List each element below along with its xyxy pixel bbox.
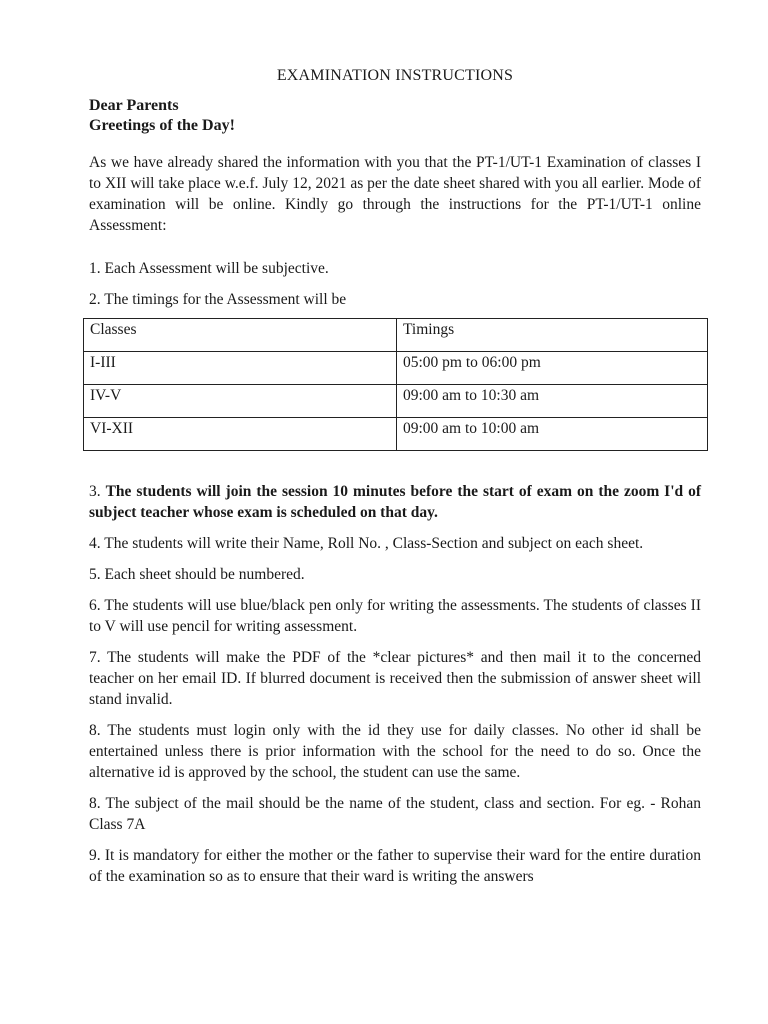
instruction-3 bbox=[89, 481, 701, 523]
table-cell-class: IV-V bbox=[84, 385, 397, 418]
salutation: Dear Parents bbox=[89, 97, 179, 114]
table-row bbox=[84, 418, 708, 451]
instruction-3-text: The students will join the session 10 minutes before the start of exam on the zoom I'd of subject teacher whose exam is scheduled on that day. bbox=[89, 483, 702, 521]
instruction-5: 5. Each sheet should be numbered. bbox=[89, 566, 305, 583]
instruction-7: 7. The students will make the PDF of the *clear pictures* and then mail it to the concerned teacher on her email ID. If blurred document is received then the submission of answer sheet will stand invalid. bbox=[89, 649, 701, 708]
intro-paragraph: As we have already shared the information with you that the PT-1/UT-1 Examination of classes I to XII will take place w.e.f. July 12, 2021 as per the date sheet shared with you all earlier. Mode of examination will be online. Kindly go through the instructions for the PT-1/UT-1 online Assessment: bbox=[89, 154, 701, 234]
instruction-3-number: 3. bbox=[89, 483, 101, 500]
table-cell-timing: 05:00 pm to 06:00 pm bbox=[397, 352, 708, 385]
instruction-4: 4. The students will write their Name, Roll No. , Class-Section and subject on each sheet. bbox=[89, 535, 644, 552]
instruction-1: 1. Each Assessment will be subjective. bbox=[89, 260, 329, 277]
table-header-row bbox=[84, 319, 708, 352]
instruction-2: 2. The timings for the Assessment will be bbox=[89, 291, 347, 308]
header-classes: Classes bbox=[84, 319, 397, 352]
document-title: EXAMINATION INSTRUCTIONS bbox=[276, 67, 514, 84]
instruction-8b: 8. The subject of the mail should be the name of the student, class and section. For eg. - Rohan Class 7A bbox=[89, 795, 701, 833]
table-row bbox=[84, 352, 708, 385]
document-page bbox=[89, 66, 701, 887]
header-timings: Timings bbox=[397, 319, 708, 352]
timings-table bbox=[83, 318, 708, 451]
table-cell-timing: 09:00 am to 10:30 am bbox=[397, 385, 708, 418]
table-cell-class: VI-XII bbox=[84, 418, 397, 451]
instruction-9: 9. It is mandatory for either the mother or the father to supervise their ward for the entire duration of the examination so as to ensure that their ward is writing the answers bbox=[89, 847, 701, 885]
greeting: Greetings of the Day! bbox=[89, 117, 235, 134]
instruction-8: 8. The students must login only with the id they use for daily classes. No other id shall be entertained unless there is prior information with the school for the need to do so. Once the alternative id is approved by the school, the student can use the same. bbox=[89, 722, 701, 781]
table-cell-class: I-III bbox=[84, 352, 397, 385]
instruction-6: 6. The students will use blue/black pen only for writing the assessments. The students of classes II to V will use pencil for writing assessment. bbox=[89, 597, 701, 635]
table-cell-timing: 09:00 am to 10:00 am bbox=[397, 418, 708, 451]
table-row bbox=[84, 385, 708, 418]
